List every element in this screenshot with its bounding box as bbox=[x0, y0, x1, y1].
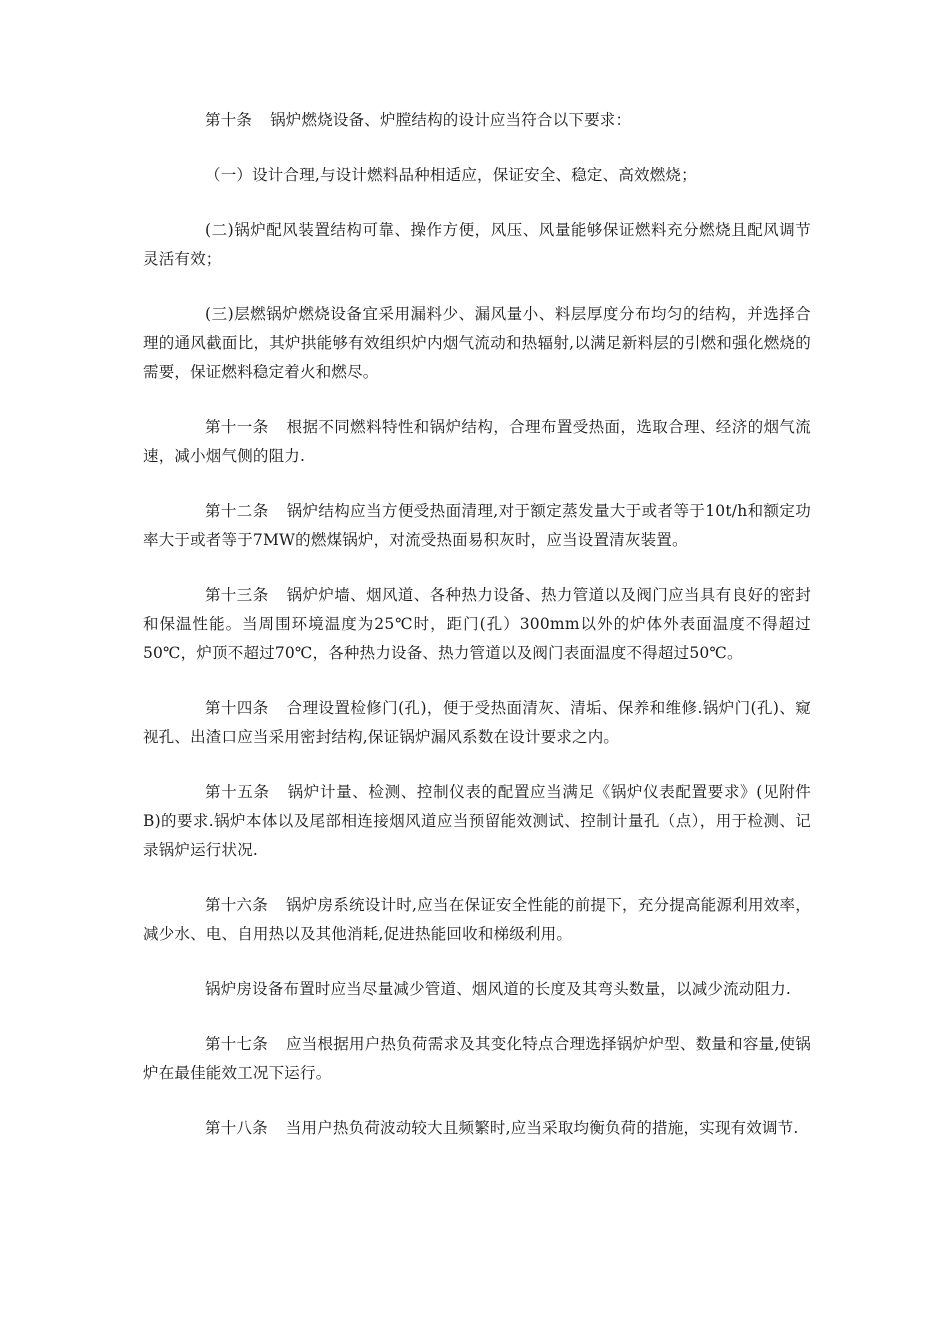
article-number: 第十五条 bbox=[205, 783, 270, 801]
paragraph-article-16 bbox=[143, 891, 811, 949]
paragraph-item-3 bbox=[143, 300, 811, 387]
paragraph-text: 锅炉计量、检测、控制仪表的配置应当满足《锅炉仪表配置要求》(见附件B)的要求.锅炉本体以及尾部相连接烟风道应当预留能效测试、控制计量孔（点），用于检测、记录锅炉运行状况. bbox=[143, 783, 811, 859]
paragraph-text: 锅炉炉墙、烟风道、各种热力设备、热力管道以及阀门应当具有良好的密封和保温性能。当周围环境温度为25℃时，距门(孔）300mm以外的炉体外表面温度不得超过50℃，炉顶不超过70℃，各种热力设备、热力管道以及阀门表面温度不得超过50℃。 bbox=[143, 586, 811, 662]
paragraph-article-14 bbox=[143, 694, 811, 752]
paragraph-item-1 bbox=[143, 161, 811, 190]
article-number: 第十四条 bbox=[205, 699, 269, 717]
paragraph-text: 锅炉房系统设计时,应当在保证安全性能的前提下，充分提高能源利用效率，减少水、电、自用热以及其他消耗,促进热能回收和梯级利用。 bbox=[143, 896, 811, 943]
paragraph-article-11 bbox=[143, 413, 811, 471]
paragraph-article-10 bbox=[143, 106, 811, 135]
paragraph-item-2 bbox=[143, 216, 811, 274]
paragraph-text: 根据不同燃料特性和锅炉结构，合理布置受热面，选取合理、经济的烟气流速，减小烟气侧的阻力. bbox=[143, 418, 811, 465]
paragraph-article-17 bbox=[143, 1030, 811, 1088]
article-number: 第十二条 bbox=[205, 502, 269, 520]
paragraph-text: 锅炉燃烧设备、炉膛结构的设计应当符合以下要求： bbox=[270, 111, 632, 129]
article-number: 第十三条 bbox=[205, 586, 269, 604]
paragraph-article-15 bbox=[143, 778, 811, 865]
paragraph-article-12 bbox=[143, 497, 811, 555]
article-number: 第十六条 bbox=[205, 896, 269, 914]
paragraph-text: 合理设置检修门(孔)，便于受热面清灰、清垢、保养和维修.锅炉门(孔)、窥视孔、出渣口应当采用密封结构,保证锅炉漏风系数在设计要求之内。 bbox=[143, 699, 811, 746]
article-number: 第十七条 bbox=[205, 1035, 269, 1053]
paragraph-article-13 bbox=[143, 581, 811, 668]
paragraph-text: 锅炉结构应当方便受热面清理,对于额定蒸发量大于或者等于10t/h和额定功率大于或者等于7MW的燃煤锅炉，对流受热面易积灰时，应当设置清灰装置。 bbox=[143, 502, 811, 549]
paragraph-text: 当用户热负荷波动较大且频繁时,应当采取均衡负荷的措施，实现有效调节. bbox=[285, 1119, 799, 1137]
paragraph-article-16-continued bbox=[143, 975, 811, 1004]
article-number: 第十八条 bbox=[205, 1119, 268, 1137]
article-number: 第十条 bbox=[205, 111, 253, 129]
paragraph-text: (二)锅炉配风装置结构可靠、操作方便，风压、风量能够保证燃料充分燃烧且配风调节灵活有效； bbox=[143, 221, 811, 268]
paragraph-text: 锅炉房设备布置时应当尽量减少管道、烟风道的长度及其弯头数量，以减少流动阻力. bbox=[205, 980, 792, 998]
paragraph-text: (三)层燃锅炉燃烧设备宜采用漏料少、漏风量小、料层厚度分布均匀的结构，并选择合理的通风截面比，其炉拱能够有效组织炉内烟气流动和热辐射,以满足新料层的引燃和强化燃烧的需要，保证燃料稳定着火和燃尽。 bbox=[143, 305, 811, 381]
paragraph-text: 应当根据用户热负荷需求及其变化特点合理选择锅炉炉型、数量和容量,使锅炉在最佳能效工况下运行。 bbox=[143, 1035, 811, 1082]
document-body bbox=[143, 106, 811, 1169]
paragraph-text: （一）设计合理,与设计燃料品种相适应，保证安全、稳定、高效燃烧； bbox=[205, 166, 697, 184]
paragraph-article-18 bbox=[143, 1114, 811, 1143]
article-number: 第十一条 bbox=[205, 418, 269, 436]
